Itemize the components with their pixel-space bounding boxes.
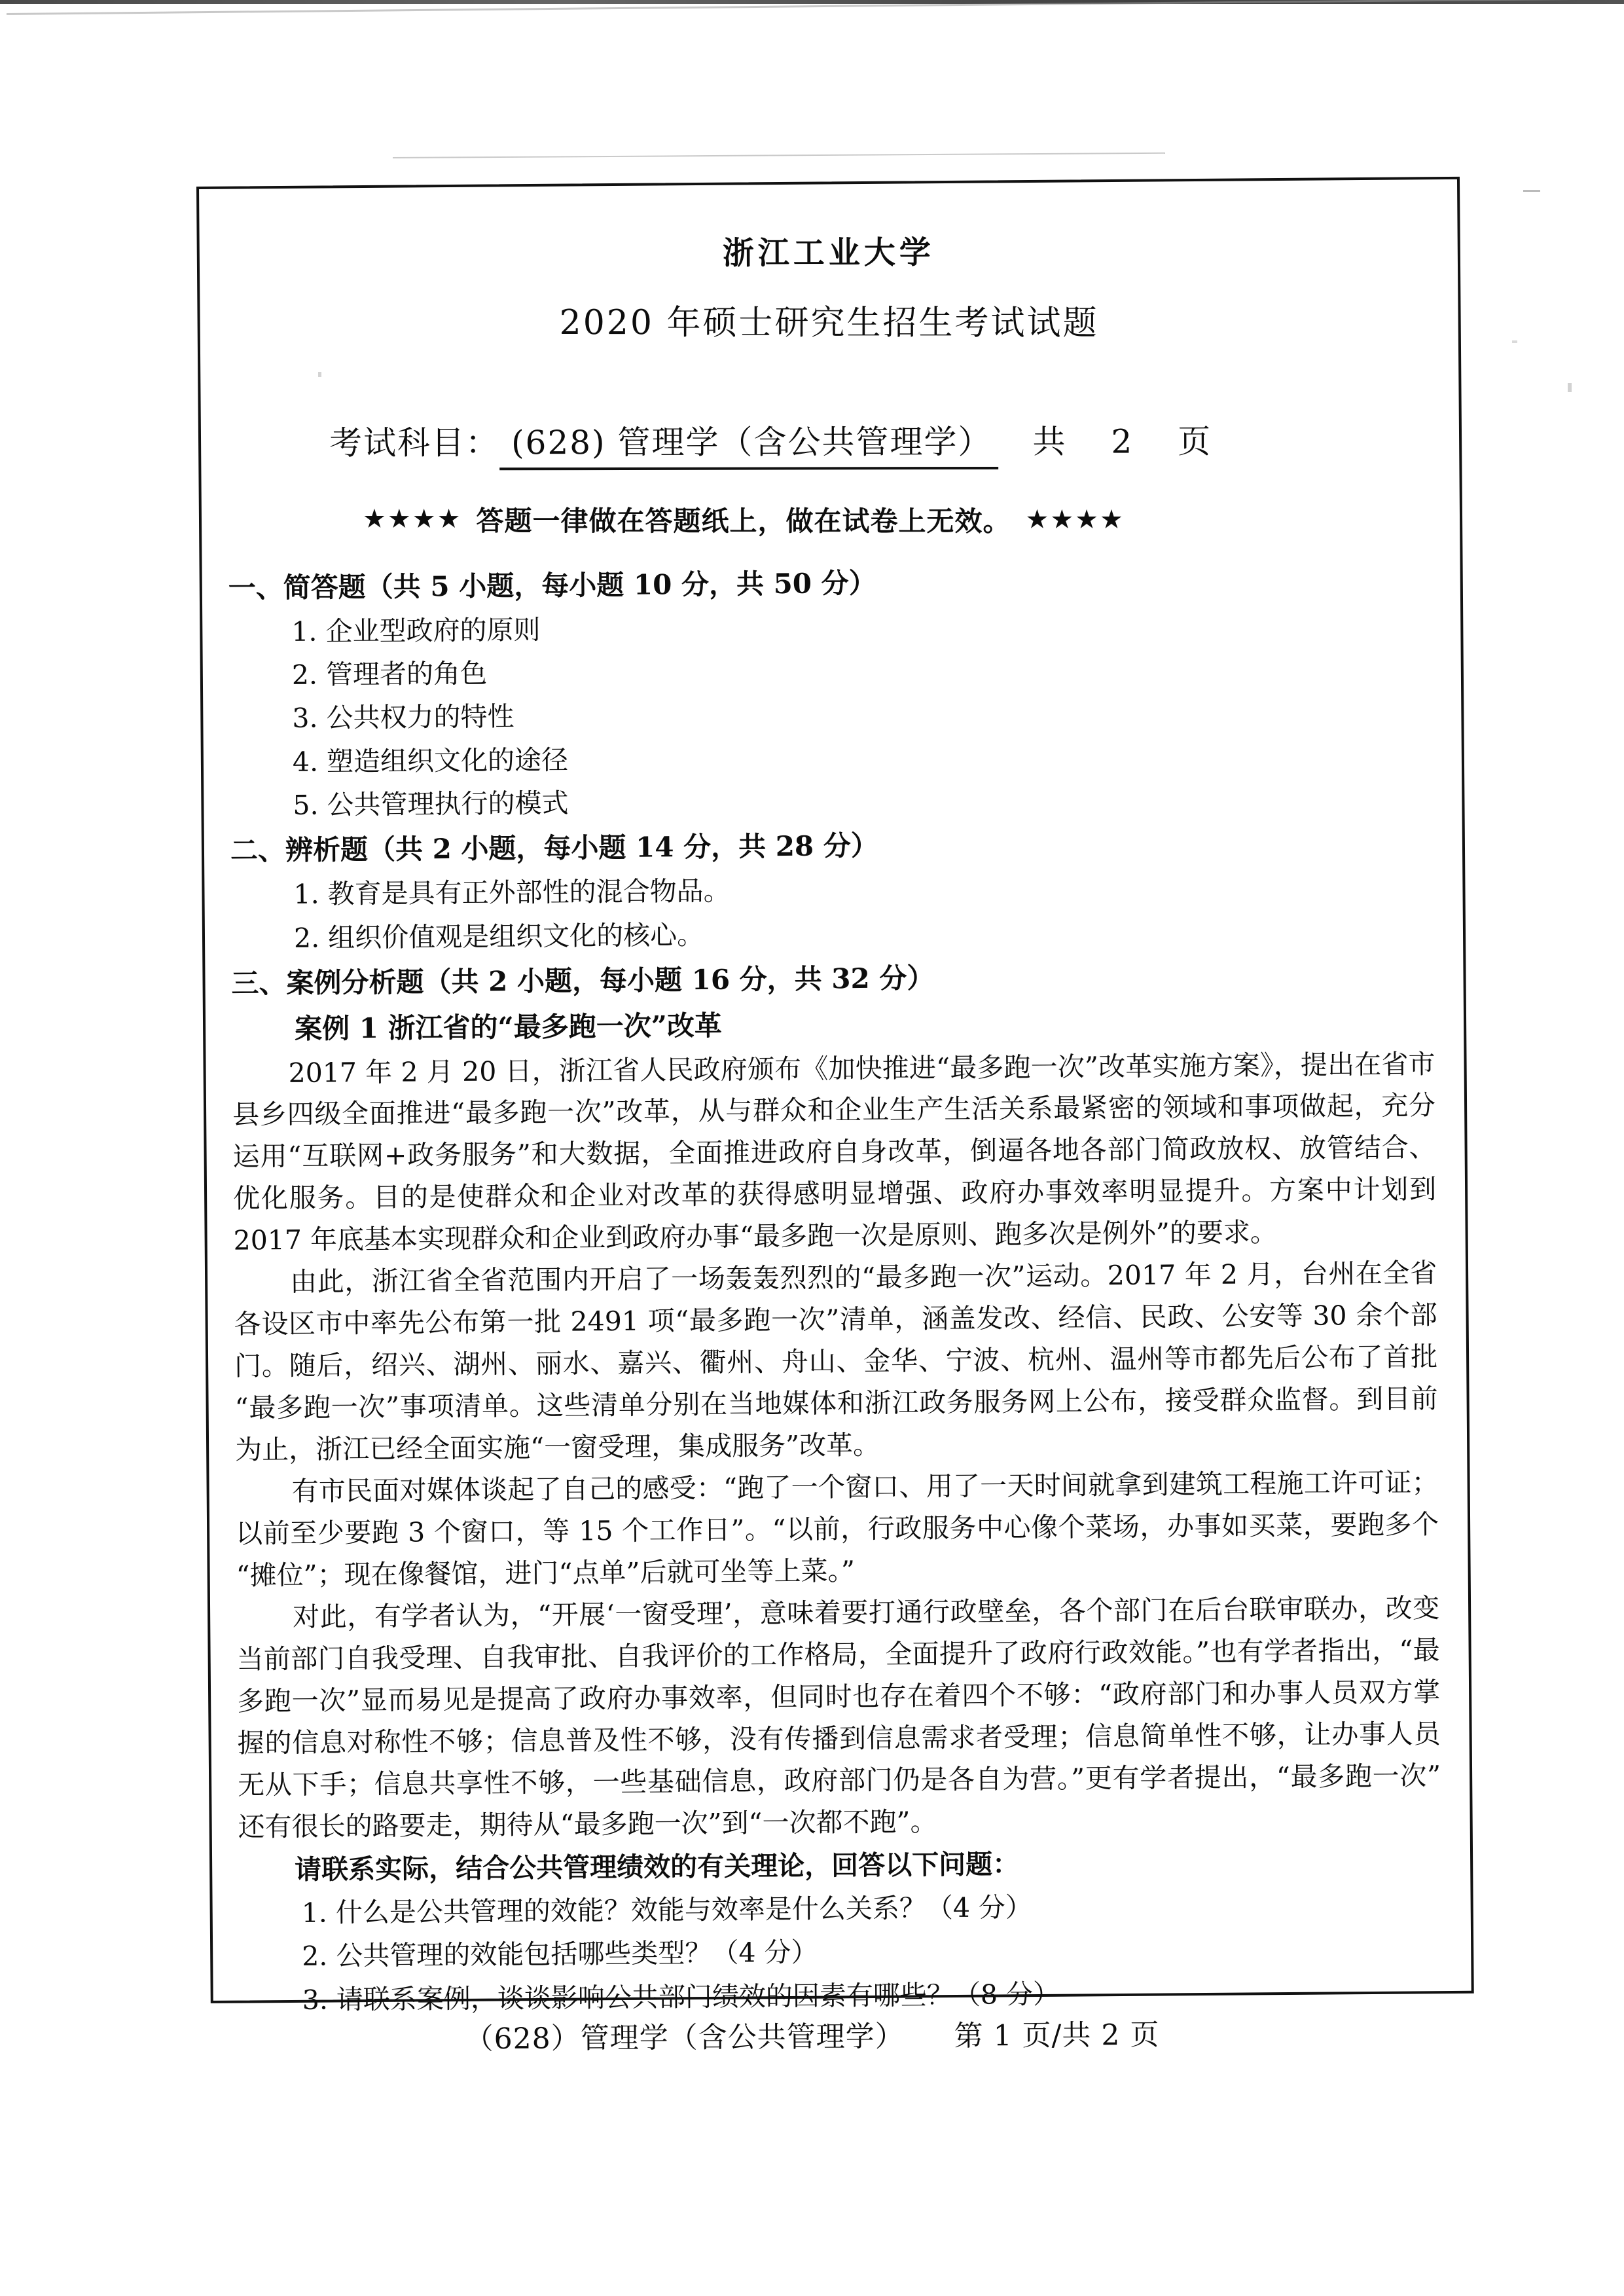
case-paragraph: 对此，有学者认为，“开展‘一窗受理’，意味着要打通行政壁垒，各个部门在后台联审联办，改变当前部门自我受理、自我审批、自我评价的工作格局，全面提升了政府行政效能。”也有学者指出，“最多跑一次”显而易见是提高了政府办事效率，但同时也存在着四个不够：“政府部门和办事人员双方掌握的信息对称性不够；信息普及性不够，没有传播到信息需求者受理；信息简单性不够，让办事人员无从下手；信息共享性不够，一些基础信息，政府部门仍是各自为营。”更有学者提出，“最多跑一次”还有很长的路要走，期待从“最多跑一次”到“一次都不跑”。	[236, 1592, 1441, 1843]
answer-notice	[199, 500, 1462, 540]
case-sub-question: 2. 公共管理的效能包括哪些类型？（4 分）	[302, 1936, 818, 1973]
footer-page-indicator: 第 1 页/共 2 页	[954, 2018, 1160, 2053]
exam-paper-sheet	[196, 177, 1474, 2016]
question-item: 1. 教育是具有正外部性的混合物品。	[293, 875, 731, 911]
scan-speck-artifact	[1568, 383, 1572, 392]
star-decoration-right-icon: ★★★★	[1025, 504, 1125, 535]
scan-speck-artifact	[1523, 190, 1540, 192]
footer-subject: （628）管理学（含公共管理学）	[464, 2020, 905, 2056]
exam-body	[200, 558, 1474, 2021]
section-heading-3: 三、案例分析题（共 2 小题，每小题 16 分，共 32 分）	[231, 962, 935, 1000]
university-name: 浙江工业大学	[722, 234, 935, 272]
subject-line	[198, 415, 1462, 471]
question-item: 1. 企业型政府的原则	[291, 613, 541, 647]
star-decoration-left-icon: ★★★★	[363, 503, 462, 534]
scan-speck-artifact	[1512, 340, 1517, 343]
subject-value: (628) 管理学（含公共管理学）	[499, 416, 998, 470]
subject-label: 考试科目：	[329, 424, 500, 462]
case-sub-question: 3. 请联系案例，谈谈影响公共部门绩效的因素有哪些？（8 分）	[302, 1978, 1060, 2016]
question-item: 5. 公共管理执行的模式	[293, 787, 569, 821]
case-paragraph: 2017 年 2 月 20 日，浙江省人民政府颁布《加快推进“最多跑一次”改革实施方案》，提出在省市县乡四级全面推进“最多跑一次”改革，从与群众和企业生产生活关系最紧密的领域和事项做起，充分运用“互联网+政务服务”和大数据，全面推进政府自身改革，倒逼各地各部门简政放权、放管结合、优化服务。目的是使群众和企业对改革的获得感明显增强、政府办事效率明显提升。方案中计划到 2017 年底基本实现群众和企业到政府办事“最多跑一次是原则、跑多次是例外”的要求。	[232, 1048, 1437, 1256]
section-heading-2: 二、辨析题（共 2 小题，每小题 14 分，共 28 分）	[230, 829, 878, 867]
case-question-prompt: 请联系实际，结合公共管理绩效的有关理论，回答以下问题：	[295, 1848, 1020, 1886]
exam-title: 2020 年硕士研究生招生考试试题	[559, 303, 1099, 343]
case-paragraph: 由此，浙江省全省范围内开启了一场轰轰烈烈的“最多跑一次”运动。2017 年 2 月，台州在全省各设区市中率先公布第一批 2491 项“最多跑一次”清单，涵盖发改、经信、民政、公安等 30 余个部门。随后，绍兴、湖州、丽水、嘉兴、衢州、舟山、金华、宁波、杭州、温州等市都先后公布了首批“最多跑一次”事项清单。这些清单分别在当地媒体和浙江政务服务网上公布，接受群众监督。到目前为止，浙江已经全面实施“一窗受理，集成服务”改革。	[234, 1257, 1438, 1466]
question-item: 2. 管理者的角色	[291, 657, 488, 691]
total-pages-label: 共 2 页	[1032, 422, 1218, 461]
question-item: 4. 塑造组织文化的途径	[292, 744, 569, 778]
case-sub-question: 1. 什么是公共管理的效能？效能与效率是什么关系？（4 分）	[301, 1891, 1033, 1929]
section-heading-1: 一、简答题（共 5 小题，每小题 10 分，共 50 分）	[228, 566, 876, 604]
notice-text: 答题一律做在答题纸上，做在试卷上无效。	[476, 504, 1011, 538]
question-item: 2. 组织价值观是组织文化的核心。	[293, 919, 704, 954]
case-paragraph: 有市民面对媒体谈起了自己的感受：“跑了一个窗口、用了一天时间就拿到建筑工程施工许可证；以前至少要跑 3 个窗口，等 15 个工作日”。“以前，行政服务中心像个菜场，办事如买菜，要跑多个“摊位”；现在像餐馆，进门“点单”后就可坐等上菜。”	[235, 1467, 1439, 1592]
question-item: 3. 公共权力的特性	[292, 701, 514, 735]
scan-streak-artifact	[393, 153, 1165, 158]
case-study-title: 案例 1 浙江省的“最多跑一次”改革	[294, 1009, 723, 1045]
